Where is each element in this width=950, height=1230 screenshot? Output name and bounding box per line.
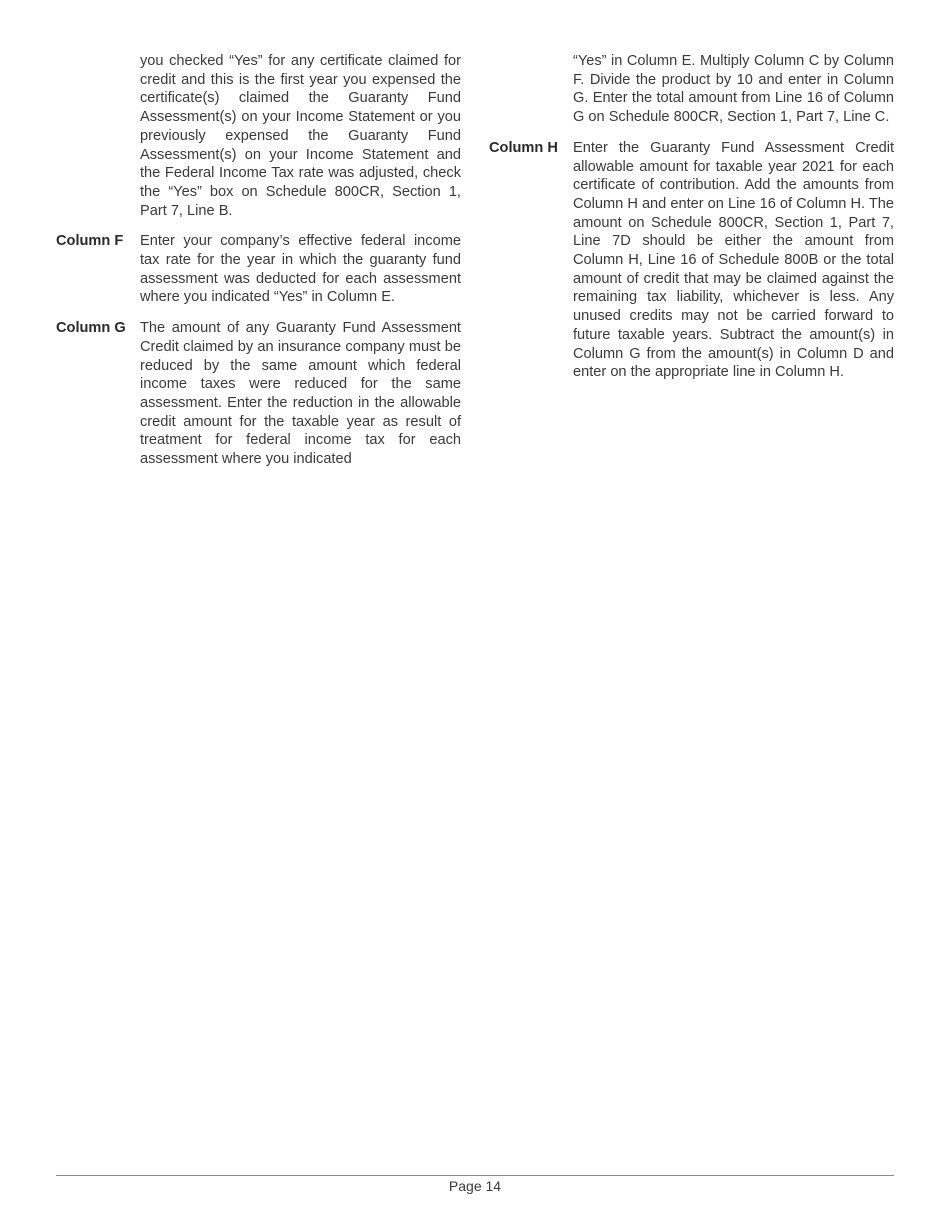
left-continuation-paragraph: you checked “Yes” for any certificate claimed for credit and this is the first year you expensed the certificate(s) claimed the Guaranty Fund Assessment(s) on your Income Statement or you previously expensed the Guaranty Fund Assessment(s) on your Income Statement and the Federal Income Tax rate was adjusted, check the “Yes” box on Schedule 800CR, Section 1, Part 7, Line B. <box>140 53 461 219</box>
page-number: Page 14 <box>448 1178 502 1194</box>
column-h-text: Enter the Guaranty Fund Assessment Credit allowable amount for taxable year 2021 for each certificate of contribution. Add the amounts from Column H and enter on Line 16 of Column H. The amount on Schedule 800CR, Section 1, Part 7, Line 7D should be either the amount from Column H, Line 16 of Schedule 800B or the total amount of credit that may be claimed against the remaining tax liability, whichever is less. Any unused credits may not be carried forward to future taxable years. Subtract the amount(s) in Column G from the amount(s) in Column D and enter on the appropriate line in Column H. <box>573 139 894 381</box>
column-f-text: Enter your company’s effective federal income tax rate for the year in which the guaranty fund assessment was deducted for each assessment where you indicated “Yes” in Column E. <box>140 233 461 306</box>
column-g-entry <box>56 319 461 469</box>
column-g-text: The amount of any Guaranty Fund Assessment Credit claimed by an insurance company must be reduced by the same amount which federal income taxes were reduced for the same assessment. Enter the reduction in the allowable credit amount for the taxable year as result of treatment for federal income tax for each assessment where you indicated <box>140 320 461 468</box>
right-continuation-paragraph: “Yes” in Column E. Multiply Column C by Column F. Divide the product by 10 and enter in Column G. Enter the total amount from Line 16 of Column G on Schedule 800CR, Section 1, Part 7, Line C. <box>573 53 894 126</box>
column-f-entry <box>56 232 461 307</box>
column-h-entry <box>489 139 894 382</box>
column-h-label: Column H <box>489 139 558 156</box>
column-f-label: Column F <box>56 233 124 250</box>
footer-divider <box>56 1175 894 1176</box>
left-column <box>56 52 461 481</box>
right-column <box>489 52 894 394</box>
column-g-label: Column G <box>56 320 126 337</box>
